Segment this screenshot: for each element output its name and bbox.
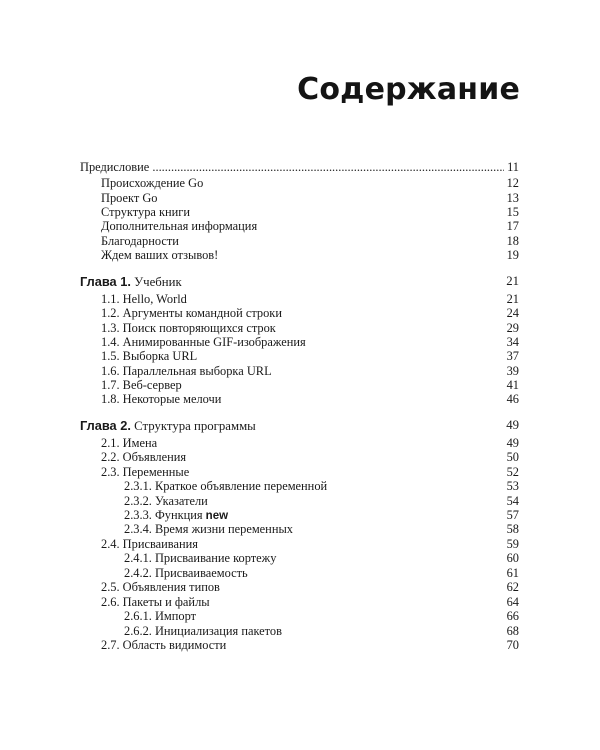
- entry-page: 64: [506, 595, 519, 609]
- toc-entry[interactable]: [0, 205, 600, 220]
- entry-page: 41: [506, 378, 519, 392]
- entry-label: Проект Go: [101, 191, 158, 205]
- entry-page: 61: [506, 566, 519, 580]
- toc-entry[interactable]: [0, 479, 600, 494]
- toc-entry[interactable]: [0, 234, 600, 249]
- entry-page: 70: [506, 638, 519, 652]
- entry-label: 1.8. Некоторые мелочи: [101, 392, 222, 406]
- entry-label: 1.2. Аргументы командной строки: [101, 306, 282, 320]
- entry-page: 29: [506, 321, 519, 335]
- entry-page: 59: [506, 537, 519, 551]
- toc-entry[interactable]: [0, 537, 600, 552]
- entry-page: 15: [506, 205, 519, 219]
- entry-label: Ждем ваших отзывов!: [101, 248, 219, 262]
- entry-label: Предисловие .....: [80, 160, 504, 175]
- entry-page: 49: [506, 436, 519, 450]
- toc-entry[interactable]: [0, 392, 600, 407]
- entry-page: 21: [506, 274, 519, 288]
- toc-entry[interactable]: [0, 176, 600, 191]
- entry-page: 12: [506, 176, 519, 190]
- entry-page: 53: [506, 479, 519, 493]
- toc-chapter-1[interactable]: [0, 274, 600, 289]
- entry-page: 19: [506, 248, 519, 262]
- entry-page: 68: [506, 624, 519, 638]
- entry-label-prefix: 2.3.3. Функция: [124, 508, 206, 522]
- toc-entry[interactable]: [0, 292, 600, 307]
- entry-label: Структура книги: [101, 205, 190, 219]
- entry-label: 2.4.1. Присваивание кортежу: [124, 551, 277, 565]
- entry-page: 24: [506, 306, 519, 320]
- toc-entry[interactable]: [0, 580, 600, 595]
- entry-page: 54: [506, 494, 519, 508]
- entry-page: 46: [506, 392, 519, 406]
- toc-entry[interactable]: [0, 349, 600, 364]
- entry-label: 2.3.4. Время жизни переменных: [124, 522, 293, 536]
- toc-entry[interactable]: [0, 595, 600, 610]
- chapter-title: Структура программы: [134, 419, 256, 433]
- toc-entry[interactable]: [0, 378, 600, 393]
- entry-label: 1.7. Веб-сервер: [101, 378, 182, 392]
- toc-chapter-2[interactable]: [0, 418, 600, 433]
- toc-entry[interactable]: [0, 624, 600, 639]
- entry-label: 2.3.2. Указатели: [124, 494, 208, 508]
- entry-label: 2.3. Переменные: [101, 465, 190, 479]
- entry-page: 50: [506, 450, 519, 464]
- entry-label: 2.7. Область видимости: [101, 638, 227, 652]
- toc-entry[interactable]: [0, 609, 600, 624]
- chapter-heading: [80, 418, 256, 434]
- entry-label: Благодарности: [101, 234, 179, 248]
- entry-label: 1.3. Поиск повторяющихся строк: [101, 321, 276, 335]
- toc-entry[interactable]: [0, 219, 600, 234]
- entry-label: 2.4.2. Присваиваемость: [124, 566, 248, 580]
- toc-entry[interactable]: [0, 465, 600, 480]
- entry-label: 2.4. Присваивания: [101, 537, 198, 551]
- chapter-title: Учебник: [134, 275, 182, 289]
- toc-entry[interactable]: [0, 321, 600, 336]
- entry-label: 2.6. Пакеты и файлы: [101, 595, 210, 609]
- entry-label: 2.6.1. Импорт: [124, 609, 197, 623]
- entry-page: 13: [506, 191, 519, 205]
- entry-label: 1.4. Анимированные GIF-изображения: [101, 335, 306, 349]
- entry-page: 57: [506, 508, 519, 522]
- toc-entry[interactable]: [0, 638, 600, 653]
- chapter-number: Глава 1.: [80, 274, 131, 289]
- page-title: Содержание: [297, 72, 520, 107]
- toc-entry[interactable]: [0, 551, 600, 566]
- toc-entry[interactable]: [0, 248, 600, 263]
- entry-page: 11: [507, 160, 519, 174]
- entry-label: 1.6. Параллельная выборка URL: [101, 364, 272, 378]
- toc-entry-preface[interactable]: [0, 160, 600, 175]
- entry-page: 49: [506, 418, 519, 432]
- entry-page: 52: [506, 465, 519, 479]
- entry-page: 34: [506, 335, 519, 349]
- entry-page: 17: [506, 219, 519, 233]
- chapter-heading: [80, 274, 182, 290]
- toc-entry[interactable]: [0, 494, 600, 509]
- entry-label: 2.3.1. Краткое объявление переменной: [124, 479, 328, 493]
- entry-page: 62: [506, 580, 519, 594]
- entry-page: 39: [506, 364, 519, 378]
- entry-label: Происхождение Go: [101, 176, 204, 190]
- entry-page: 66: [506, 609, 519, 623]
- entry-label: 1.1. Hello, World: [101, 292, 187, 306]
- entry-page: 18: [506, 234, 519, 248]
- toc-entry[interactable]: [0, 191, 600, 206]
- toc-entry[interactable]: [0, 566, 600, 581]
- toc-entry[interactable]: [0, 508, 600, 523]
- entry-page: 58: [506, 522, 519, 536]
- toc-entry[interactable]: [0, 335, 600, 350]
- entry-page: 60: [506, 551, 519, 565]
- entry-page: 37: [506, 349, 519, 363]
- toc-entry[interactable]: [0, 306, 600, 321]
- toc-entry[interactable]: [0, 522, 600, 537]
- entry-label: 1.5. Выборка URL: [101, 349, 198, 363]
- toc-entry[interactable]: [0, 364, 600, 379]
- entry-label: 2.1. Имена: [101, 436, 158, 450]
- chapter-number: Глава 2.: [80, 418, 131, 433]
- entry-label: Дополнительная информация: [101, 219, 258, 233]
- entry-label: 2.5. Объявления типов: [101, 580, 220, 594]
- entry-page: 21: [506, 292, 519, 306]
- entry-label: 2.2. Объявления: [101, 450, 187, 464]
- entry-label: 2.6.2. Инициализация пакетов: [124, 624, 282, 638]
- toc-entry[interactable]: [0, 450, 600, 465]
- code-keyword: new: [205, 510, 229, 522]
- toc-entry[interactable]: [0, 436, 600, 451]
